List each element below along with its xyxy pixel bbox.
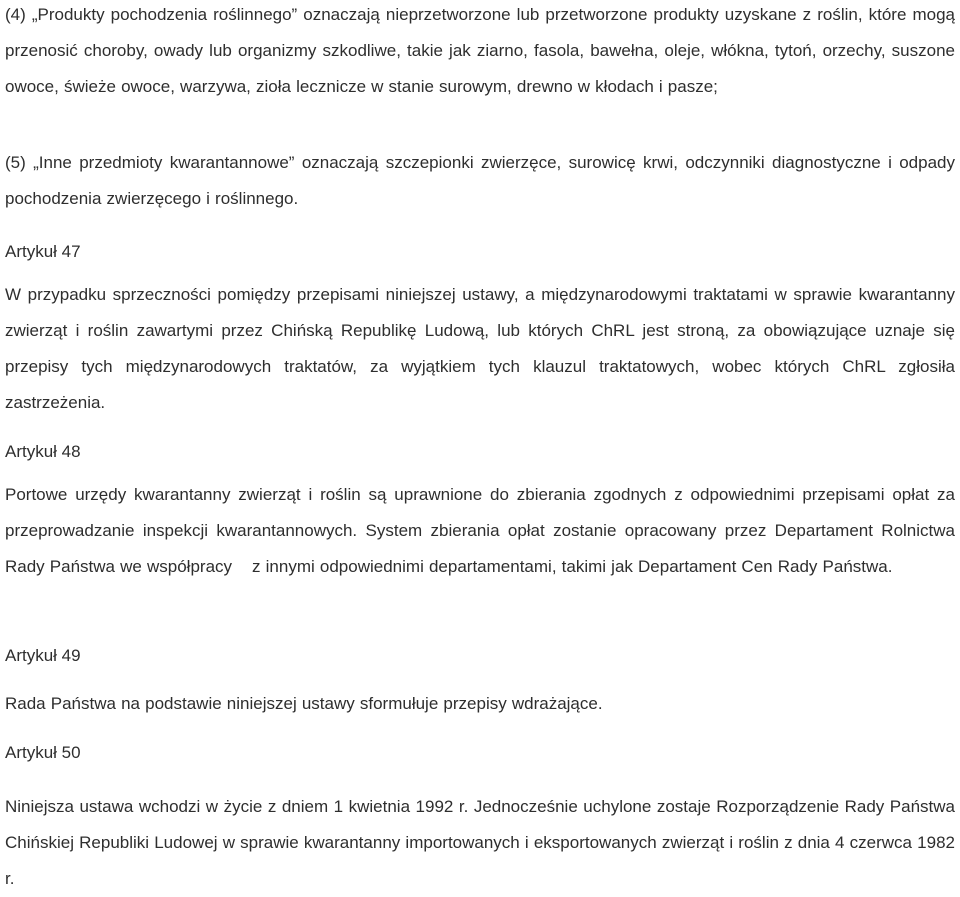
article-48-text-part-a: Portowe urzędy kwarantanny zwierząt i roślin są uprawnione do zbierania zgodnych z odpowiednimi przepisami opłat za przeprowadzanie inspekcji kwarantannowych. System zbierania opłat zostanie opracowany przez Departament Rolnictwa Rady Państwa we współpracy	[5, 485, 955, 576]
article-49-heading: Artykuł 49	[5, 646, 81, 665]
article-48-heading: Artykuł 48	[5, 442, 81, 461]
article-47-heading: Artykuł 47	[5, 242, 81, 261]
article-47-text: W przypadku sprzeczności pomiędzy przepisami niniejszej ustawy, a międzynarodowymi traktatami w sprawie kwarantanny zwierząt i roślin zawartymi przez Chińską Republikę Ludową, lub których ChRL jest stroną, za obowiązujące uznaje się przepisy tych międzynarodowych traktatów, za wyjątkiem tych klauzul traktatowych, wobec których ChRL zgłosiła zastrzeżenia.	[5, 285, 955, 412]
article-50-heading: Artykuł 50	[5, 743, 81, 762]
article-48-text	[5, 477, 955, 585]
article-49-text: Rada Państwa na podstawie niniejszej ustawy sformułuje przepisy wdrażające.	[5, 694, 603, 713]
paragraph-5-other-quarantine-items: (5) „Inne przedmioty kwarantannowe” oznaczają szczepionki zwierzęce, surowicę krwi, odczynniki diagnostyczne i odpady pochodzenia zwierzęcego i roślinnego.	[5, 153, 955, 208]
article-48-text-part-b: z innymi odpowiednimi departamentami, takimi jak Departament Cen Rady Państwa.	[252, 557, 893, 576]
article-50-text: Niniejsza ustawa wchodzi w życie z dniem 1 kwietnia 1992 r. Jednocześnie uchylone zostaje Rozporządzenie Rady Państwa Chińskiej Republiki Ludowej w sprawie kwarantanny importowanych i eksportowanych zwierząt i roślin z dnia 4 czerwca 1982 r.	[5, 797, 955, 888]
paragraph-4-plant-products: (4) „Produkty pochodzenia roślinnego” oznaczają nieprzetworzone lub przetworzone produkty uzyskane z roślin, które mogą przenosić choroby, owady lub organizmy szkodliwe, takie jak ziarno, fasola, bawełna, oleje, włókna, tytoń, orzechy, suszone owoce, świeże owoce, warzywa, zioła lecznicze w stanie surowym, drewno w kłodach i pasze;	[5, 5, 955, 96]
